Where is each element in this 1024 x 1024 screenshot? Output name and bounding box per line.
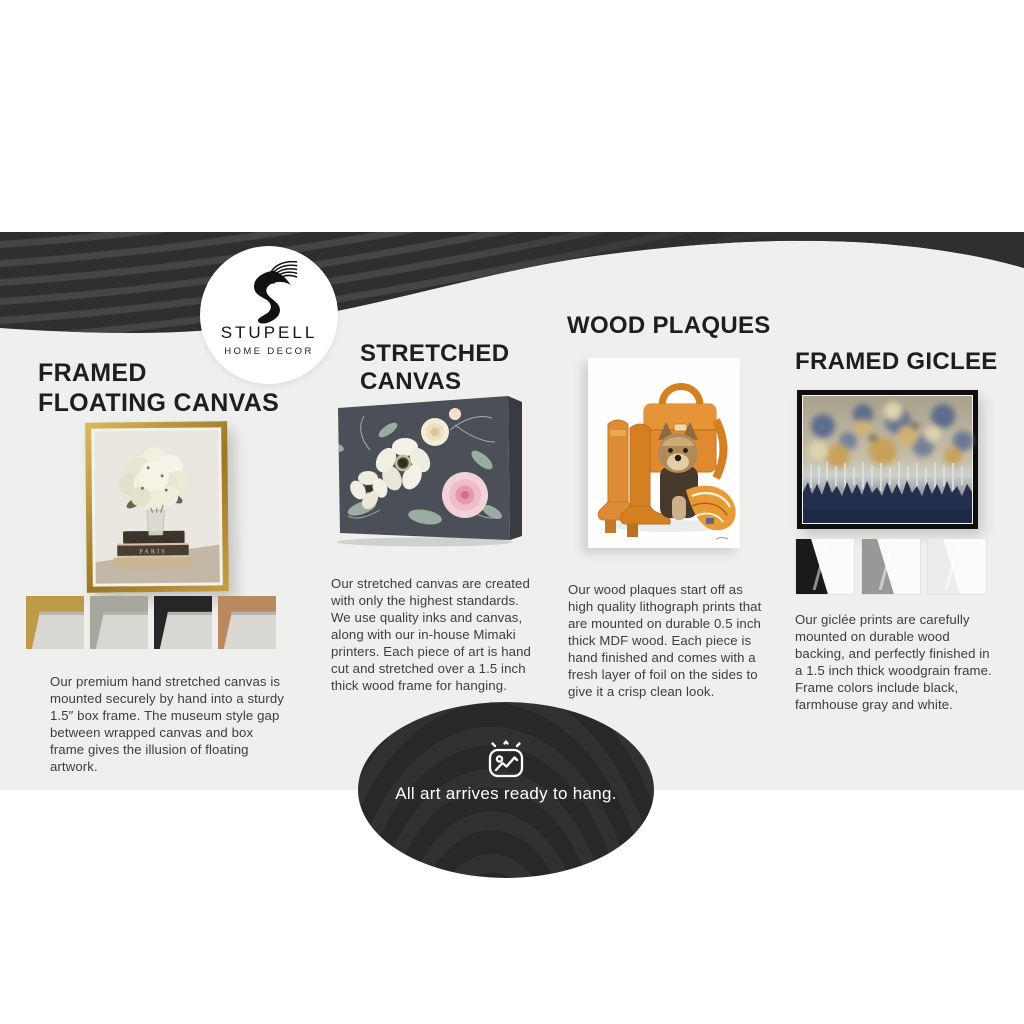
title-line: FRAMED GICLEE [795,348,998,375]
section-title-framed-giclee [795,348,998,376]
frame-swatch-black [795,538,855,595]
frame-swatch-white [927,538,987,595]
yorkie-orange-accessories-artwork [588,358,740,548]
title-line: FLOATING CANVAS [38,389,280,417]
wood-plaques-description: Our wood plaques start off as high quality lithograph prints that are mounted on durable 0.5 inch thick MDF wood. Each piece is hand finished and comes with a fresh layer of foil on the sides to give it a crisp clean look. [568,582,762,700]
framed-giclee-product-photo [797,390,978,529]
footer-message: All art arrives ready to hang. [395,784,617,803]
floating-canvas-product-photo [85,421,229,592]
content-panel [0,232,1024,803]
stupell-s-logo-icon [238,258,300,322]
pink-rose [442,472,488,518]
title-line: FRAMED [38,359,147,387]
stretched-canvas-description: Our stretched canvas are created with only the highest standards. We use quality inks and canvas, along with our in-house Mimaki printers. Each piece of art is hand cut and stretched over a 1.5 inch thick wood frame for hanging. [331,576,531,694]
floating-canvas-museum-gap [91,427,223,586]
section-title-wood-plaques [567,312,771,340]
framed-giclee-description: Our giclée prints are carefully mounted on durable wood backing, and perfectly finished in a 1.5 inch thick woodgrain frame. Frame colors include black, farmhouse gray and white. [795,612,992,713]
floating-canvas-description: Our premium hand stretched canvas is mounted securely by hand into a sturdy 1.5″ box frame. The museum style gap between wrapped canvas and box frame gives the illusion of floating artwork. [50,674,284,775]
framed-art-icon [484,740,528,780]
brand-name: STUPELL [220,323,318,342]
giclee-inner-mat [802,395,973,524]
paris-book-spine-label: PARIS [139,548,167,556]
frame-swatch-silver [90,596,148,649]
floral-charcoal-artwork [323,390,525,548]
top-swoosh-banner [0,232,1024,344]
section-title-stretched-canvas [360,340,509,396]
footer-arc [358,702,654,878]
cream-rose [421,418,449,446]
floating-frame-color-swatches [26,596,276,649]
giclee-frame-color-swatches [795,538,987,595]
swoosh-stripes [0,39,1024,401]
hydrangea-paris-artwork [94,430,220,583]
title-line: WOOD PLAQUES [567,312,771,339]
frame-swatch-farmhouse-gray [861,538,921,595]
wood-plaque-product-photo [588,358,740,548]
frame-swatch-bronze [218,596,276,649]
stretched-canvas-product-photo [330,390,525,548]
canvas-side-edge [508,396,522,540]
frame-swatch-gold [26,596,84,649]
title-line: CANVAS [360,368,462,395]
title-line: STRETCHED [360,340,510,367]
abstract-giclee-artwork [803,396,972,523]
frame-swatch-black [154,596,212,649]
brand-logo [200,246,338,384]
brand-tagline: HOME DECOR [224,346,314,357]
